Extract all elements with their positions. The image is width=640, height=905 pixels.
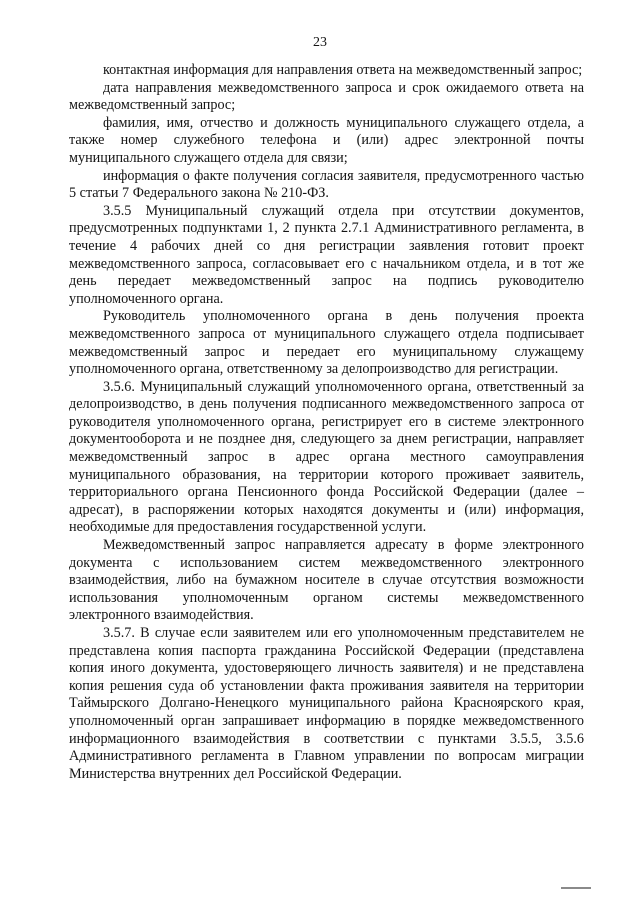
paragraph-employee-details: фамилия, имя, отчество и должность муниципального служащего отдела, а также номер служебного телефона и (или) адрес электронной почты муниципального служащего отдела для связи; <box>69 114 584 166</box>
paragraph-request-date: дата направления межведомственного запроса и срок ожидаемого ответа на межведомственный запрос; <box>69 79 584 114</box>
paragraph-3-5-5: 3.5.5 Муниципальный служащий отдела при отсутствии документов, предусмотренных подпунктами 1, 2 пункта 2.7.1 Административного регламента, в течение 4 рабочих дней со дня регистрации заявления готовит проект межведомственного запроса, согласовывает его с начальником отдела, и в тот же день передает межведомственный запрос на подпись руководителю уполномоченного органа. <box>69 202 584 307</box>
paragraph-head-signs: Руководитель уполномоченного органа в день получения проекта межведомственного запроса от муниципального служащего отдела подписывает межведомственный запрос и передает его муниципальному служащему уполномоченного органа, ответственному за делопроизводство для регистрации. <box>69 308 584 378</box>
paragraph-contact-info: контактная информация для направления ответа на межведомственный запрос; <box>103 62 583 78</box>
document-body <box>69 62 584 783</box>
paragraph-electronic-form: Межведомственный запрос направляется адресату в форме электронного документа с использованием систем межведомственного электронного взаимодействия, либо на бумажном носителе в случае отсутствия возможности использования уполномоченным органом системы межведомственного электронного взаимодействия. <box>69 537 584 624</box>
page-number: 23 <box>313 35 327 50</box>
scan-artifact-line <box>561 887 591 889</box>
paragraph-3-5-6: 3.5.6. Муниципальный служащий уполномоченного органа, ответственный за делопроизводство, в день получения подписанного межведомственного запроса от руководителя уполномоченного органа, регистрирует его в системе электронного документооборота и не позднее дня, следующего за днем регистрации, направляет межведомственный запрос в адрес органа местного самоуправления муниципального образования, на территории которого проживает заявитель, территориального органа Пенсионного фонда Российской Федерации (далее – адресат), в распоряжении которых находятся документы и (или) информация, необходимые для предоставления государственной услуги. <box>69 378 584 536</box>
paragraph-3-5-7: 3.5.7. В случае если заявителем или его уполномоченным представителем не представлена копия паспорта гражданина Российской Федерации (представлена копия иного документа, удостоверяющего личность заявителя) и не представлена копия решения суда об установлении факта проживания заявителя на территории Таймырского Долгано-Ненецкого муниципального района Красноярского края, уполномоченный орган запрашивает информацию в порядке межведомственного информационного взаимодействия в соответствии с пунктами 3.5.5, 3.5.6 Административного регламента в Главном управлении по вопросам миграции Министерства внутренних дел Российской Федерации. <box>69 625 584 782</box>
paragraph-consent-info: информация о факте получения согласия заявителя, предусмотренного частью 5 статьи 7 Федерального закона № 210-ФЗ. <box>69 167 584 202</box>
